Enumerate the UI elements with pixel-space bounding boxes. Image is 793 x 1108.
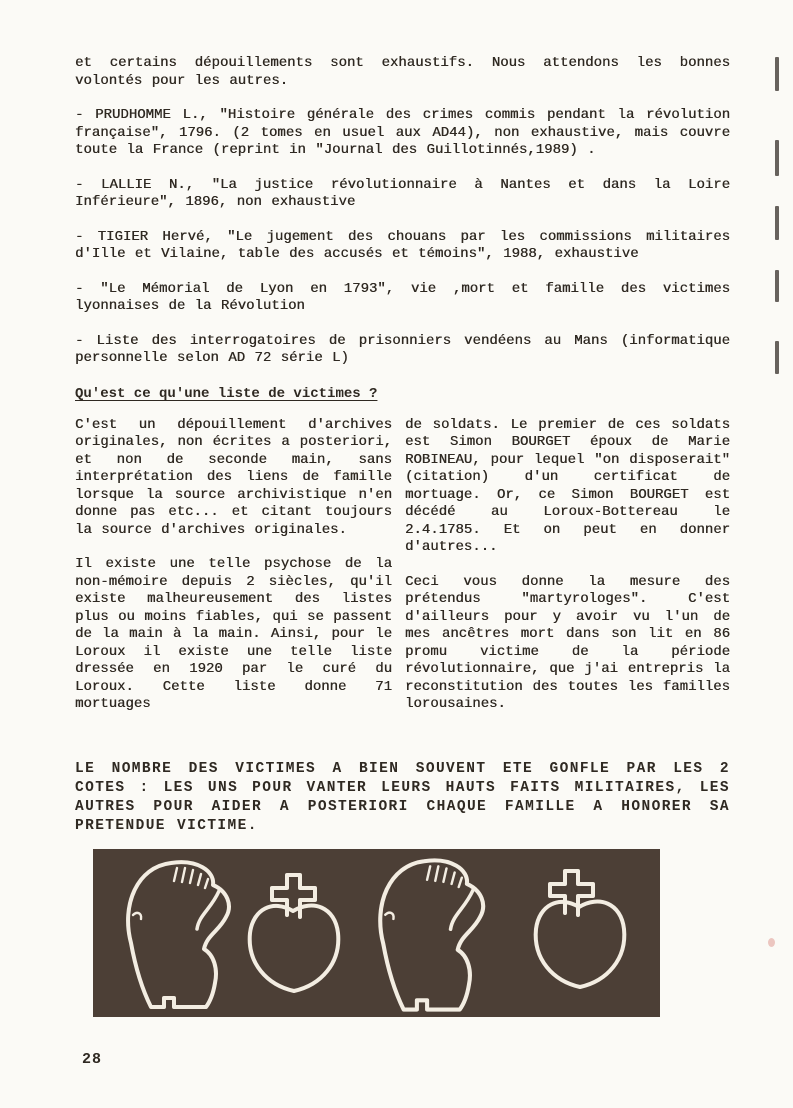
page-number: 28 <box>82 1051 103 1068</box>
intro-paragraph: et certains dépouillements sont exhaustifs. Nous attendons les bonnes volontés pour les autres. <box>75 55 730 89</box>
bibliography-entry-prudhomme: - PRUDHOMME L., "Histoire générale des crimes commis pendant la révolution française", 1796. (2 tomes en usuel aux AD44), non exhaustive, mais couvre toute la France (reprint in "Journal des Guillotinnés,1989) . <box>75 107 730 158</box>
left-column-paragraph-1: C'est un dépouillement d'archives originales, non écrites a posteriori, et non de seconde main, sans interprétation des liens de famille lorsque la source archivistique n'en donne pas etc... et citant toujours la source d'archives originales. <box>75 416 392 538</box>
bibliography-entry-memorial-lyon: - "Le Mémorial de Lyon en 1793", vie ,mort et famille des victimes lyonnaises de la Révolution <box>75 280 730 314</box>
bibliography-entry-interrogatoires: - Liste des interrogatoires de prisonniers vendéens au Mans (informatique personnelle selon AD 72 série L) <box>75 332 730 366</box>
illustration-band <box>93 849 660 1017</box>
scan-artifact-mark <box>775 341 779 374</box>
two-column-section <box>75 417 730 731</box>
right-column-paragraph-1: de soldats. Le premier de ces soldats est Simon BOURGET époux de Marie ROBINEAU, pour lequel "on disposerait" (citation) d'un certificat de mortuage. Or, ce Simon BOURGET est décédé au Loroux-Bottereau le 2.4.1785. Et on peut en donner d'autres... <box>405 416 730 555</box>
scan-artifact-mark <box>775 140 779 176</box>
emphasis-paragraph: LE NOMBRE DES VICTIMES A BIEN SOUVENT ETE GONFLE PAR LES 2 COTES : LES UNS POUR VANTER LEURS HAUTS FAITS MILITAIRES, LES AUTRES POUR AIDER A POSTERIORI CHAQUE FAMILLE A HONORER SA PRETENDUE VICTIME. <box>75 760 730 834</box>
section-heading: Qu'est ce qu'une liste de victimes ? <box>75 385 378 402</box>
bibliography-entry-lallie: - LALLIE N., "La justice révolutionnaire à Nantes et dans la Loire Inférieure", 1896, non exhaustive <box>75 176 730 210</box>
document-body <box>75 55 730 1017</box>
bibliography-entry-tigier: - TIGIER Hervé, "Le jugement des chouans par les commissions militaires d'Ille et Vilaine, table des accusés et témoins", 1988, exhaustive <box>75 228 730 262</box>
scan-artifact-speck <box>768 938 775 947</box>
scan-artifact-mark <box>775 206 779 240</box>
right-column <box>405 417 730 731</box>
scan-artifact-mark <box>775 270 779 302</box>
left-column-paragraph-2: Il existe une telle psychose de la non-mémoire depuis 2 siècles, qu'il existe malheureusement des listes plus ou moins fiables, qui se passent de la main à la main. Ainsi, pour le Loroux il existe une telle liste dressée en 1920 par le curé du Loroux. Cette liste donne 71 mortuages <box>75 556 392 712</box>
illustration-background <box>93 849 660 1017</box>
right-column-paragraph-2: Ceci vous donne la mesure des prétendus "martyrologes". C'est d'ailleurs pour y avoir vu l'un de mes ancêtres mort dans son lit en 86 promu victime de la période révolutionnaire, que j'ai entrepris la reconstitution des toutes les familles lorousaines. <box>405 573 730 712</box>
scan-artifact-mark <box>775 57 779 91</box>
left-column <box>75 417 392 731</box>
